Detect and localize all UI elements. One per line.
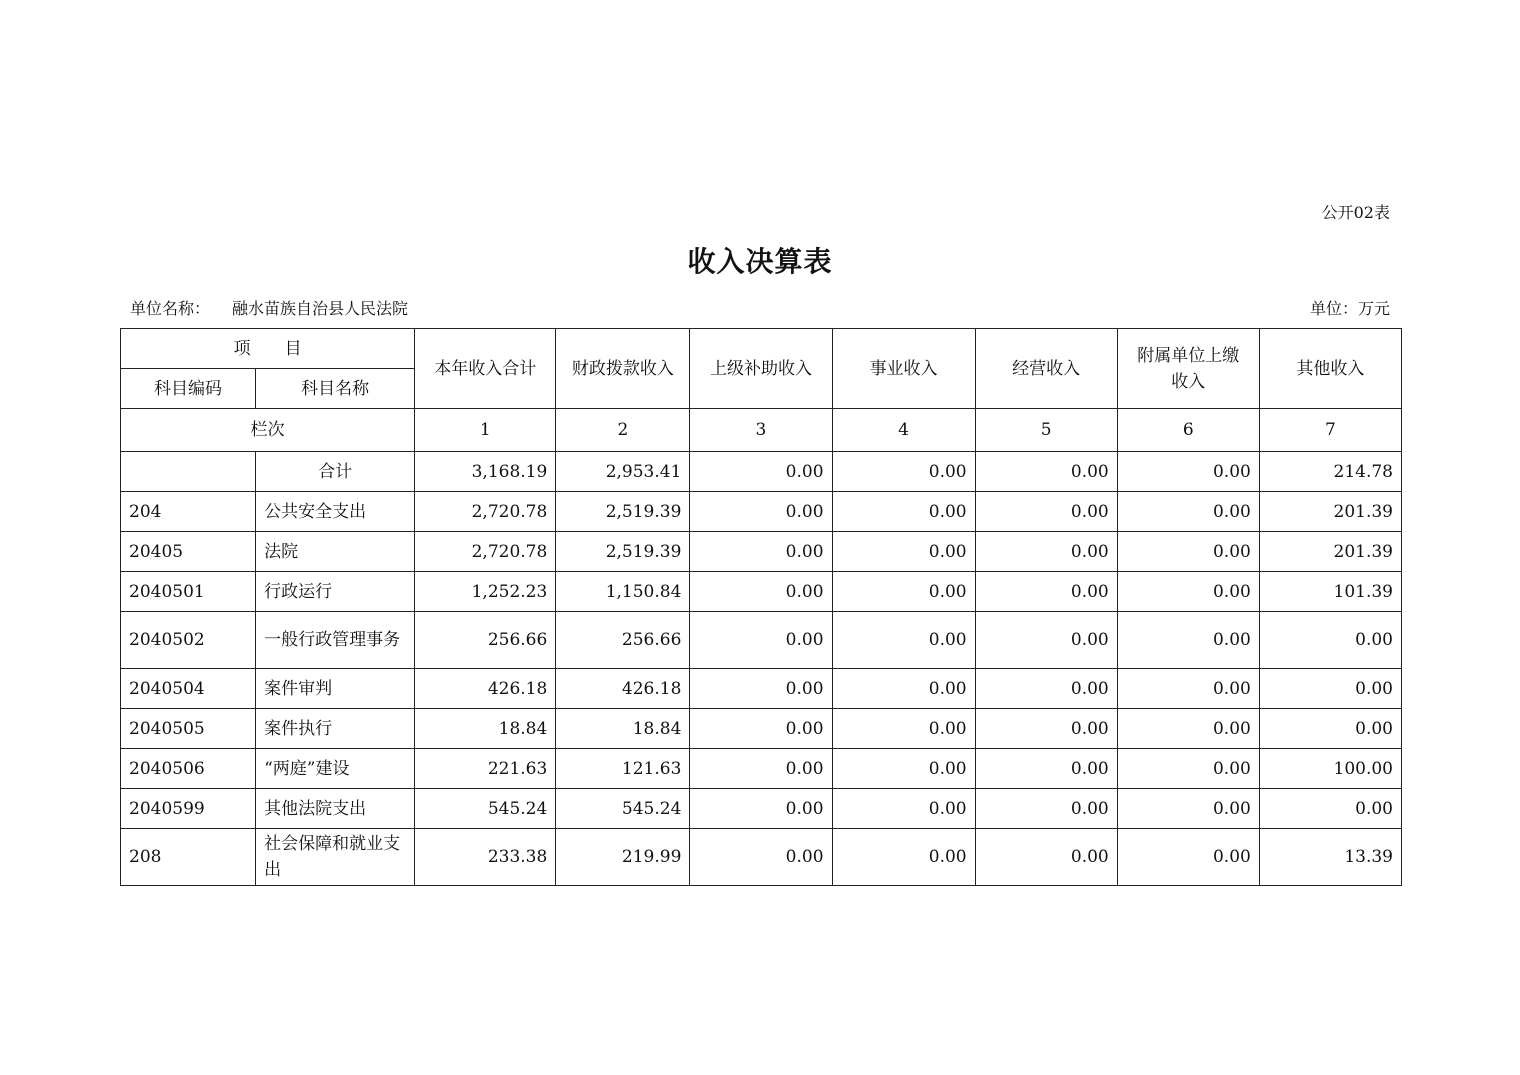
row-value: 100.00 xyxy=(1259,749,1401,789)
column-number: 6 xyxy=(1117,409,1259,452)
row-value: 0.00 xyxy=(1117,572,1259,612)
row-value: 0.00 xyxy=(1117,612,1259,669)
row-value: 0.00 xyxy=(1117,829,1259,886)
row-value: 0.00 xyxy=(690,709,832,749)
row-value: 0.00 xyxy=(1117,749,1259,789)
code-header: 科目编码 xyxy=(121,369,256,409)
row-name: 行政运行 xyxy=(256,572,415,612)
column-header: 财政拨款收入 xyxy=(556,329,690,409)
row-value: 0.00 xyxy=(1117,492,1259,532)
row-code: 20405 xyxy=(121,532,256,572)
row-value: 0.00 xyxy=(832,669,975,709)
row-value: 221.63 xyxy=(415,749,556,789)
row-value: 121.63 xyxy=(556,749,690,789)
row-value: 426.18 xyxy=(556,669,690,709)
row-value: 18.84 xyxy=(415,709,556,749)
column-header: 本年收入合计 xyxy=(415,329,556,409)
currency-unit: 单位：万元 xyxy=(1309,299,1390,318)
row-name: 公共安全支出 xyxy=(256,492,415,532)
row-value: 426.18 xyxy=(415,669,556,709)
row-code: 2040505 xyxy=(121,709,256,749)
column-number: 4 xyxy=(832,409,975,452)
row-value: 0.00 xyxy=(690,829,832,886)
row-value: 2,953.41 xyxy=(556,452,690,492)
row-value: 214.78 xyxy=(1259,452,1401,492)
row-value: 2,720.78 xyxy=(415,492,556,532)
row-value: 201.39 xyxy=(1259,532,1401,572)
table-row xyxy=(121,749,1402,789)
income-table xyxy=(120,328,1402,886)
row-value: 3,168.19 xyxy=(415,452,556,492)
row-value: 2,519.39 xyxy=(556,532,690,572)
column-header: 上级补助收入 xyxy=(690,329,832,409)
row-value: 0.00 xyxy=(1259,669,1401,709)
row-value: 0.00 xyxy=(1117,709,1259,749)
row-value: 0.00 xyxy=(975,612,1117,669)
column-number: 2 xyxy=(556,409,690,452)
name-header: 科目名称 xyxy=(256,369,415,409)
row-code: 2040501 xyxy=(121,572,256,612)
row-value: 0.00 xyxy=(975,572,1117,612)
row-value: 545.24 xyxy=(415,789,556,829)
row-value: 0.00 xyxy=(1259,709,1401,749)
row-value: 1,150.84 xyxy=(556,572,690,612)
row-value: 256.66 xyxy=(415,612,556,669)
row-value: 0.00 xyxy=(1259,789,1401,829)
row-name: 社会保障和就业支出 xyxy=(256,829,415,886)
row-value: 2,720.78 xyxy=(415,532,556,572)
column-header: 其他收入 xyxy=(1259,329,1401,409)
row-value: 0.00 xyxy=(975,532,1117,572)
row-value: 0.00 xyxy=(832,532,975,572)
row-value: 219.99 xyxy=(556,829,690,886)
table-row xyxy=(121,829,1402,886)
row-value: 0.00 xyxy=(690,452,832,492)
row-value: 0.00 xyxy=(832,492,975,532)
row-name: 法院 xyxy=(256,532,415,572)
unit-label: 单位名称： xyxy=(130,299,211,318)
row-name: “两庭”建设 xyxy=(256,749,415,789)
row-value: 0.00 xyxy=(832,612,975,669)
row-value: 0.00 xyxy=(975,749,1117,789)
row-value: 0.00 xyxy=(975,829,1117,886)
row-value: 0.00 xyxy=(690,572,832,612)
row-value: 256.66 xyxy=(556,612,690,669)
row-value: 2,519.39 xyxy=(556,492,690,532)
lanci-label: 栏次 xyxy=(121,409,415,452)
row-name: 一般行政管理事务 xyxy=(256,612,415,669)
row-value: 13.39 xyxy=(1259,829,1401,886)
row-value: 0.00 xyxy=(690,532,832,572)
row-value: 18.84 xyxy=(556,709,690,749)
column-number: 1 xyxy=(415,409,556,452)
row-value: 0.00 xyxy=(1117,789,1259,829)
column-number: 5 xyxy=(975,409,1117,452)
table-row xyxy=(121,709,1402,749)
row-value: 0.00 xyxy=(832,452,975,492)
row-value: 0.00 xyxy=(975,709,1117,749)
row-value: 0.00 xyxy=(975,789,1117,829)
row-value: 233.38 xyxy=(415,829,556,886)
row-value: 0.00 xyxy=(690,492,832,532)
unit-info xyxy=(130,296,408,319)
row-value: 0.00 xyxy=(975,669,1117,709)
form-number: 公开02表 xyxy=(1321,203,1390,222)
row-value: 0.00 xyxy=(832,789,975,829)
row-value: 0.00 xyxy=(832,749,975,789)
column-header: 经营收入 xyxy=(975,329,1117,409)
row-code: 2040506 xyxy=(121,749,256,789)
row-value: 0.00 xyxy=(975,452,1117,492)
unit-name: 融水苗族自治县人民法院 xyxy=(232,299,409,318)
row-name: 合计 xyxy=(256,452,415,492)
row-name: 案件审判 xyxy=(256,669,415,709)
row-value: 0.00 xyxy=(690,612,832,669)
row-code: 208 xyxy=(121,829,256,886)
row-name: 其他法院支出 xyxy=(256,789,415,829)
row-value: 0.00 xyxy=(1117,532,1259,572)
item-header: 项 目 xyxy=(121,329,415,369)
page-title: 收入决算表 xyxy=(687,245,833,278)
column-header: 事业收入 xyxy=(832,329,975,409)
lanci-row xyxy=(121,409,1402,452)
table-row xyxy=(121,572,1402,612)
row-name: 案件执行 xyxy=(256,709,415,749)
row-value: 201.39 xyxy=(1259,492,1401,532)
row-code: 2040599 xyxy=(121,789,256,829)
table-row xyxy=(121,532,1402,572)
row-value: 0.00 xyxy=(832,829,975,886)
row-value: 101.39 xyxy=(1259,572,1401,612)
row-code: 2040504 xyxy=(121,669,256,709)
column-header: 附属单位上缴收入 xyxy=(1117,329,1259,409)
row-code: 2040502 xyxy=(121,612,256,669)
table-row xyxy=(121,669,1402,709)
row-value: 1,252.23 xyxy=(415,572,556,612)
row-value: 0.00 xyxy=(832,709,975,749)
row-value: 0.00 xyxy=(1259,612,1401,669)
table-row xyxy=(121,492,1402,532)
table-row xyxy=(121,612,1402,669)
row-code: 204 xyxy=(121,492,256,532)
row-value: 545.24 xyxy=(556,789,690,829)
row-value: 0.00 xyxy=(690,669,832,709)
table-row xyxy=(121,789,1402,829)
row-value: 0.00 xyxy=(975,492,1117,532)
header-row-1 xyxy=(121,329,1402,369)
column-number: 7 xyxy=(1259,409,1401,452)
row-value: 0.00 xyxy=(690,789,832,829)
row-value: 0.00 xyxy=(690,749,832,789)
row-value: 0.00 xyxy=(1117,452,1259,492)
row-value: 0.00 xyxy=(1117,669,1259,709)
table-row xyxy=(121,452,1402,492)
column-number: 3 xyxy=(690,409,832,452)
row-code xyxy=(121,452,256,492)
row-value: 0.00 xyxy=(832,572,975,612)
